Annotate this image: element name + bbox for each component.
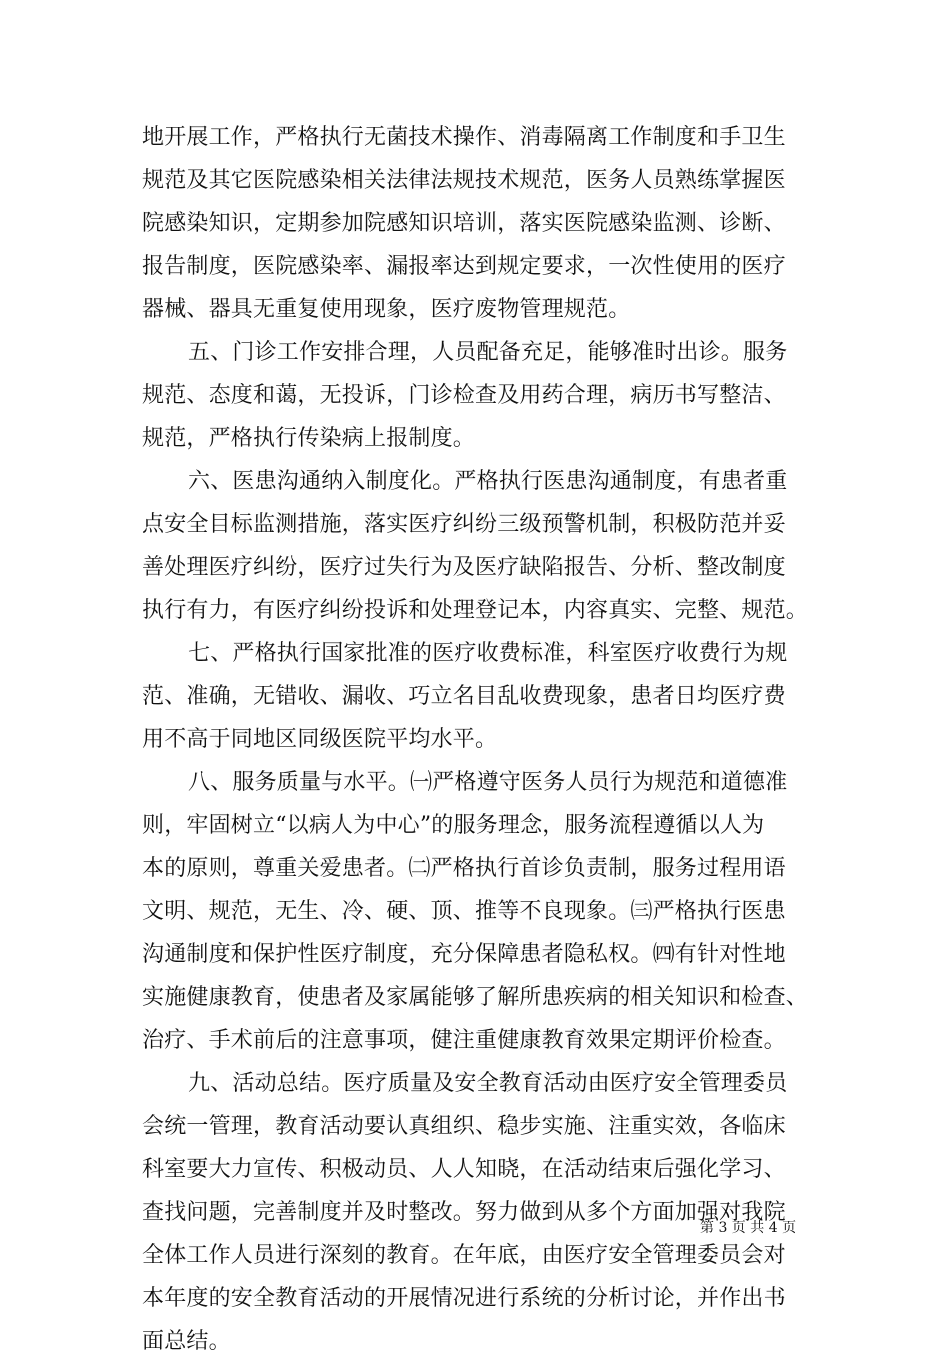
paragraph-start-line: 九、活动总结。医疗质量及安全教育活动由医疗安全管理委员 [188, 1071, 788, 1096]
body-text [142, 116, 822, 1363]
text-line: 器械、器具无重复使用现象，医疗废物管理规范。 [142, 297, 631, 322]
paragraph-start-line: 八、服务质量与水平。㈠严格遵守医务人员行为规范和道德准 [188, 770, 788, 795]
text-line: 规范、态度和蔼，无投诉，门诊检查及用药合理，病历书写整洁、 [142, 383, 786, 408]
text-line: 执行有力，有医疗纠纷投诉和处理登记本，内容真实、完整、规范。 [142, 598, 809, 623]
text-line: 则，牢固树立“以病人为中心”的服务理念，服务流程遵循以人为 [142, 813, 765, 838]
text-line: 地开展工作，严格执行无菌技术操作、消毒隔离工作制度和手卫生 [142, 125, 786, 150]
page-number: 第 3 页 共 4 页 [700, 1220, 797, 1236]
text-line: 规范，严格执行传染病上报制度。 [142, 426, 476, 451]
text-line: 本年度的安全教育活动的开展情况进行系统的分析讨论，并作出书 [142, 1286, 786, 1311]
paragraph-start-line: 五、门诊工作安排合理，人员配备充足，能够准时出诊。服务 [188, 340, 788, 365]
text-line: 点安全目标监测措施，落实医疗纠纷三级预警机制，积极防范并妥 [142, 512, 786, 537]
text-line: 面总结。 [142, 1329, 231, 1354]
text-line: 查找问题，完善制度并及时整改。努力做到从多个方面加强对我院 [142, 1200, 786, 1225]
text-line: 善处理医疗纠纷，医疗过失行为及医疗缺陷报告、分析、整改制度 [142, 555, 786, 580]
text-line: 会统一管理，教育活动要认真组织、稳步实施、注重实效，各临床 [142, 1114, 786, 1139]
text-line: 全体工作人员进行深刻的教育。在年底，由医疗安全管理委员会对 [142, 1243, 786, 1268]
text-line: 报告制度，医院感染率、漏报率达到规定要求，一次性使用的医疗 [142, 254, 786, 279]
paragraph-start-line: 六、医患沟通纳入制度化。严格执行医患沟通制度，有患者重 [188, 469, 788, 494]
text-line: 治疗、手术前后的注意事项，健注重健康教育效果定期评价检查。 [142, 1028, 786, 1053]
text-line: 规范及其它医院感染相关法律法规技术规范，医务人员熟练掌握医 [142, 168, 786, 193]
paragraph-start-line: 七、严格执行国家批准的医疗收费标准，科室医疗收费行为规 [188, 641, 788, 666]
text-line: 用不高于同地区同级医院平均水平。 [142, 727, 498, 752]
text-line: 沟通制度和保护性医疗制度，充分保障患者隐私权。㈣有针对性地 [142, 942, 786, 967]
text-line: 科室要大力宣传、积极动员、人人知晓，在活动结束后强化学习、 [142, 1157, 786, 1182]
text-line: 实施健康教育，使患者及家属能够了解所患疾病的相关知识和检查、 [142, 985, 809, 1010]
text-line: 院感染知识，定期参加院感知识培训，落实医院感染监测、诊断、 [142, 211, 786, 236]
text-line: 本的原则，尊重关爱患者。㈡严格执行首诊负责制，服务过程用语 [142, 856, 786, 881]
text-line: 范、准确，无错收、漏收、巧立名目乱收费现象，患者日均医疗费 [142, 684, 786, 709]
text-line: 文明、规范，无生、冷、硬、顶、推等不良现象。㈢严格执行医患 [142, 899, 786, 924]
